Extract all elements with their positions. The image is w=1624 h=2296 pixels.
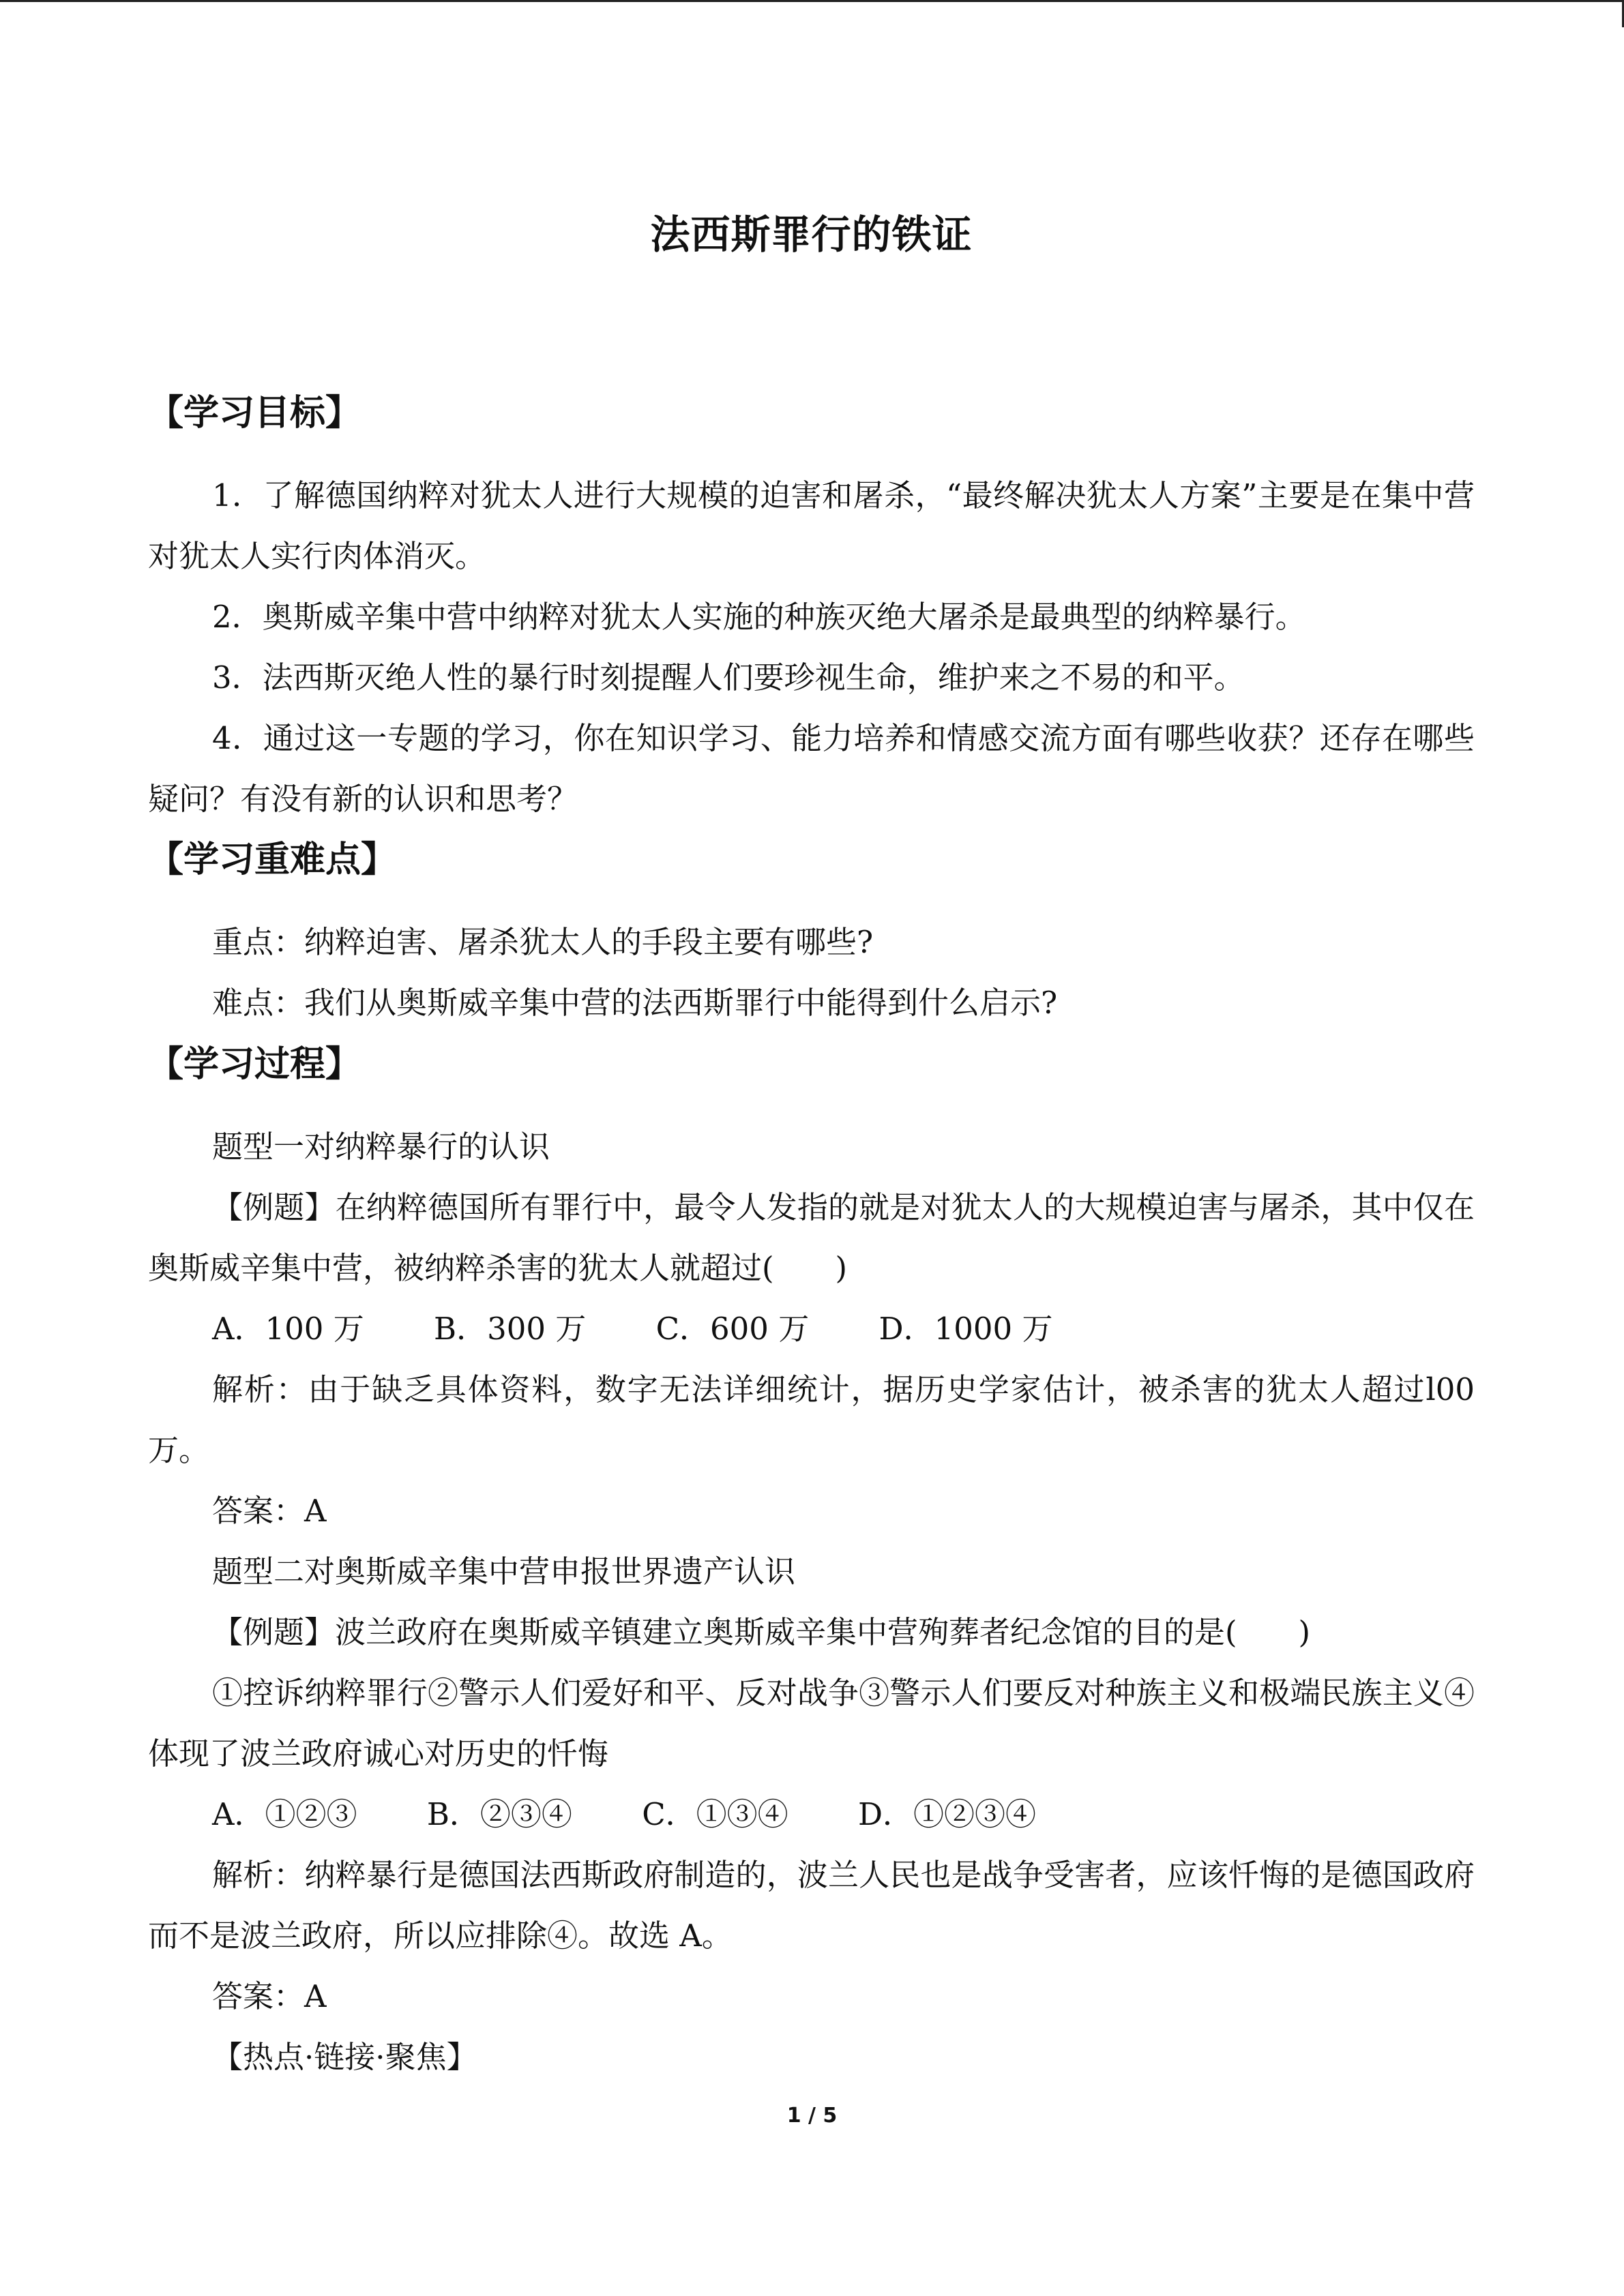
option-a: A．①②③ (212, 1796, 357, 1832)
page-number: 1 / 5 (786, 2104, 838, 2128)
difficulty-point: 难点：我们从奥斯威辛集中营的法西斯罪行中能得到什么启示? (212, 985, 1058, 1021)
option-c: C．①③④ (642, 1796, 788, 1832)
objective-item-3: 3．法西斯灭绝人性的暴行时刻提醒人们要珍视生命，维护来之不易的和平。 (212, 659, 1245, 696)
document-title: 法西斯罪行的铁证 (650, 211, 973, 258)
page-top-border (0, 0, 1624, 2)
option-b: B．300 万 (434, 1311, 587, 1347)
question-type-2-options (212, 1784, 1096, 1845)
option-d: D．1000 万 (879, 1311, 1053, 1347)
process-heading: 【学习过程】 (148, 1044, 361, 1085)
option-a: A．100 万 (212, 1311, 364, 1347)
question-type-2-analysis: 解析：纳粹暴行是德国法西斯政府制造的，波兰人民也是战争受害者，应该忏悔的是德国政府而不是波兰政府，所以应排除④。故选 A。 (148, 1857, 1475, 1954)
option-b: B．②③④ (426, 1796, 572, 1832)
question-type-2-label: 题型二对奥斯威辛集中营申报世界遗产认识 (212, 1553, 796, 1590)
objectives-heading: 【学习目标】 (148, 393, 361, 434)
objective-item-4: 4．通过这一专题的学习，你在知识学习、能力培养和情感交流方面有哪些收获？还存在哪些疑问？有没有新的认识和思考？ (148, 720, 1475, 817)
objective-item-2: 2．奥斯威辛集中营中纳粹对犹太人实施的种族灭绝大屠杀是最典型的纳粹暴行。 (212, 599, 1306, 635)
hotspot-heading: 【热点·链接·聚焦】 (212, 2039, 477, 2075)
key-points-heading: 【学习重难点】 (148, 839, 397, 880)
question-type-2-text: 【例题】波兰政府在奥斯威辛镇建立奥斯威辛集中营殉葬者纪念馆的目的是( ) (212, 1614, 1311, 1650)
option-c: C．600 万 (655, 1311, 810, 1347)
question-type-1-answer: 答案：A (212, 1493, 327, 1529)
question-type-2-answer: 答案：A (212, 1978, 327, 2014)
option-d: D．①②③④ (857, 1796, 1037, 1832)
question-type-1-text: 【例题】在纳粹德国所有罪行中，最令人发指的就是对犹太人的大规模迫害与屠杀，其中仅在奥斯威辛集中营，被纳粹杀害的犹太人就超过( ) (148, 1189, 1475, 1286)
key-point: 重点：纳粹迫害、屠杀犹太人的手段主要有哪些? (212, 924, 874, 960)
objective-item-1: 1．了解德国纳粹对犹太人进行大规模的迫害和屠杀，“最终解决犹太人方案”主要是在集中营对犹太人实行肉体消灭。 (148, 477, 1475, 574)
question-type-1-analysis: 解析：由于缺乏具体资料，数字无法详细统计，据历史学家估计，被杀害的犹太人超过l00 万。 (148, 1371, 1475, 1468)
question-type-2-statements: ①控诉纳粹罪行②警示人们爱好和平、反对战争③警示人们要反对种族主义和极端民族主义④体现了波兰政府诚心对历史的忏悔 (148, 1675, 1475, 1772)
question-type-1-options (212, 1298, 1112, 1359)
question-type-1-label: 题型一对纳粹暴行的认识 (212, 1129, 550, 1165)
